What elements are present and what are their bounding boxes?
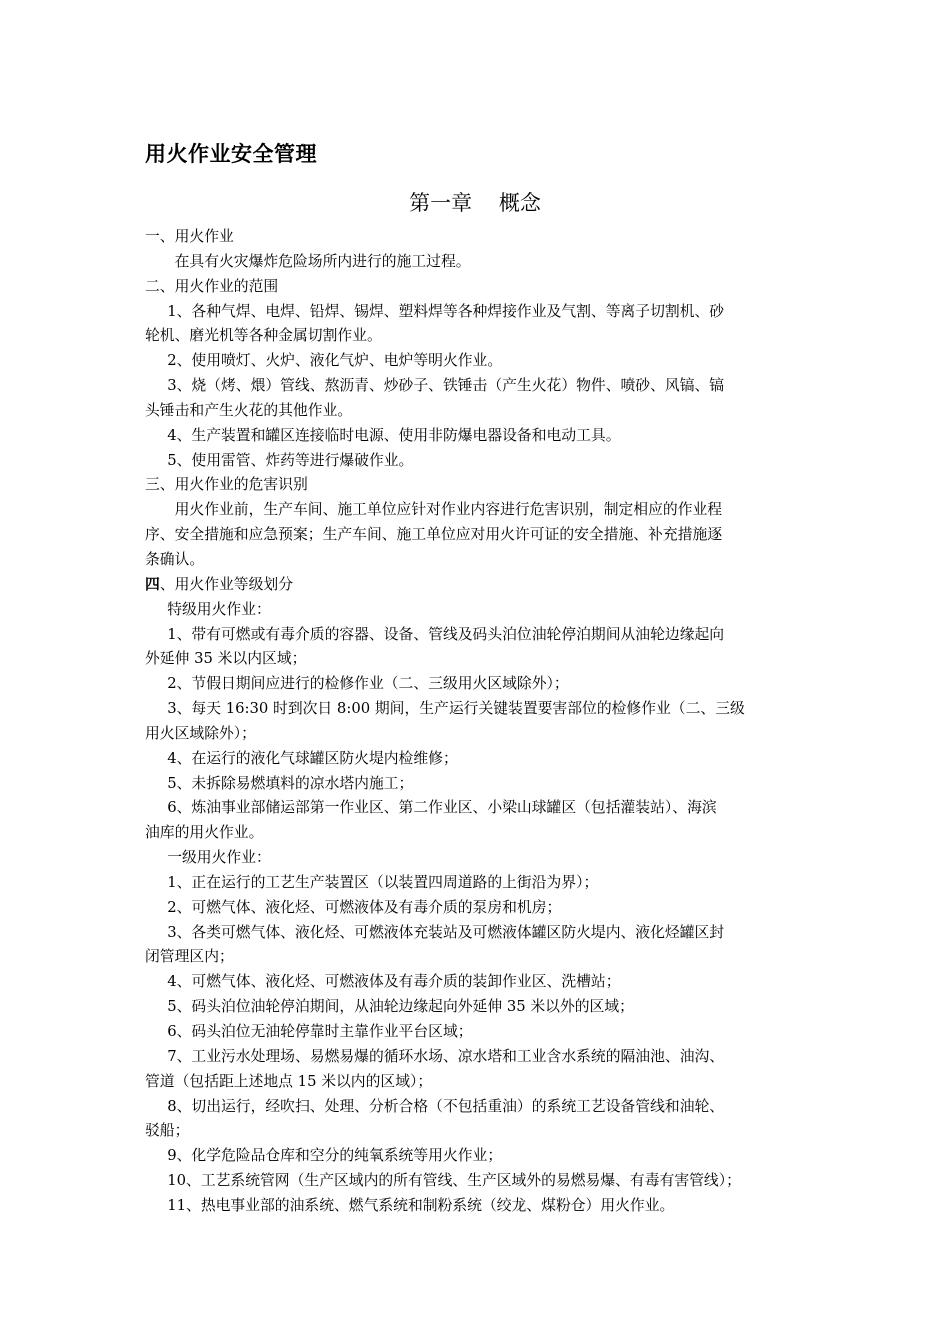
paragraph-line: 轮机、磨光机等各种金属切割作业。: [145, 327, 382, 345]
paragraph-line: 外延伸 35 米以内区域；: [145, 650, 307, 668]
paragraph-line: 7、工业污水处理场、易燃易爆的循环水场、凉水塔和工业含水系统的隔油池、油沟、: [167, 1047, 725, 1065]
paragraph-line: 特级用火作业：: [167, 600, 271, 618]
paragraph-line: 4、生产装置和罐区连接临时电源、使用非防爆电器设备和电动工具。: [167, 426, 621, 444]
paragraph-line: 3、各类可燃气体、液化烃、可燃液体充装站及可燃液体罐区防火堤内、液化烃罐区封: [167, 923, 725, 941]
paragraph-line: 在具有火灾爆炸危险场所内进行的施工过程。: [174, 252, 471, 270]
paragraph-line: 2、使用喷灯、火炉、液化气炉、电炉等明火作业。: [167, 352, 503, 370]
chapter-heading: 第一章 概念: [409, 191, 541, 215]
paragraph-line: 1、带有可燃或有毒介质的容器、设备、管线及码头泊位油轮停泊期间从油轮边缘起向: [167, 625, 725, 643]
paragraph-line: 用火作业前，生产车间、施工单位应针对作业内容进行危害识别，制定相应的作业程: [174, 501, 723, 519]
paragraph-line: 驳船；: [145, 1122, 190, 1140]
paragraph-line: 2、可燃气体、液化烃、可燃液体及有毒介质的泵房和机房；: [167, 898, 562, 916]
paragraph-line: 闭管理区内；: [145, 948, 234, 966]
paragraph-line: 用火区域除外）；: [145, 724, 256, 742]
section-heading: 二、用火作业的范围: [145, 277, 279, 295]
page-title: 用火作业安全管理: [145, 142, 317, 166]
paragraph-line: 4、在运行的液化气球罐区防火堤内检维修；: [167, 749, 458, 767]
paragraph-line: 2、节假日期间应进行的检修作业（二、三级用火区域除外）；: [167, 675, 569, 693]
section-number: 四: [145, 575, 160, 593]
document-body: [145, 225, 810, 1219]
paragraph-line: 8、切出运行，经吹扫、处理、分析合格（不包括重油）的系统工艺设备管线和油轮、: [167, 1097, 725, 1115]
paragraph-line: 5、码头泊位油轮停泊期间，从油轮边缘起向外延伸 35 米以外的区域；: [167, 998, 634, 1016]
paragraph-line: 条确认。: [145, 550, 205, 568]
paragraph-line: 3、烧（烤、煨）管线、熬沥青、炒砂子、铁锤击（产生火花）物件、喷砂、风镐、镐: [167, 377, 725, 395]
paragraph-line: 6、炼油事业部储运部第一作业区、第二作业区、小梁山球罐区（包括灌装站）、海滨: [167, 799, 717, 817]
section-heading-text: 、用火作业等级划分: [159, 575, 293, 593]
paragraph-line: 一级用火作业：: [167, 849, 271, 867]
paragraph-line: 11、热电事业部的油系统、燃气系统和制粉系统（绞龙、煤粉仓）用火作业。: [167, 1196, 675, 1214]
paragraph-line: 头锤击和产生火花的其他作业。: [145, 401, 353, 419]
paragraph-line: 10、工艺系统管网（生产区域内的所有管线、生产区域外的易燃易爆、有毒有害管线）；: [167, 1172, 741, 1190]
paragraph-line: 序、安全措施和应急预案；生产车间、施工单位应对用火许可证的安全措施、补充措施逐: [145, 526, 723, 544]
paragraph-line: 5、未拆除易燃填料的凉水塔内施工；: [167, 774, 414, 792]
paragraph-line: 5、使用雷管、炸药等进行爆破作业。: [167, 451, 414, 469]
paragraph-line: 1、各种气焊、电焊、铅焊、锡焊、塑料焊等各种焊接作业及气割、等离子切割机、砂: [167, 302, 725, 320]
paragraph-line: 4、可燃气体、液化烃、可燃液体及有毒介质的装卸作业区、洗槽站；: [167, 973, 621, 991]
paragraph-line: 3、每天 16:30 时到次日 8:00 期间，生产运行关键装置要害部位的检修作业（二、三级: [167, 700, 745, 718]
paragraph-line: 6、码头泊位无油轮停靠时主靠作业平台区域；: [167, 1023, 473, 1040]
paragraph-line: 管道（包括距上述地点 15 米以内的区域）；: [145, 1072, 433, 1090]
section-heading: 一、用火作业: [145, 228, 234, 245]
section-heading: 三、用火作业的危害识别: [145, 476, 308, 494]
section-heading: [145, 573, 810, 598]
paragraph-line: 9、化学危险品仓库和空分的纯氧系统等用火作业；: [167, 1147, 503, 1165]
paragraph-line: 油库的用火作业。: [145, 824, 264, 842]
paragraph-line: 1、正在运行的工艺生产装置区（以装置四周道路的上街沿为界）；: [167, 873, 599, 891]
